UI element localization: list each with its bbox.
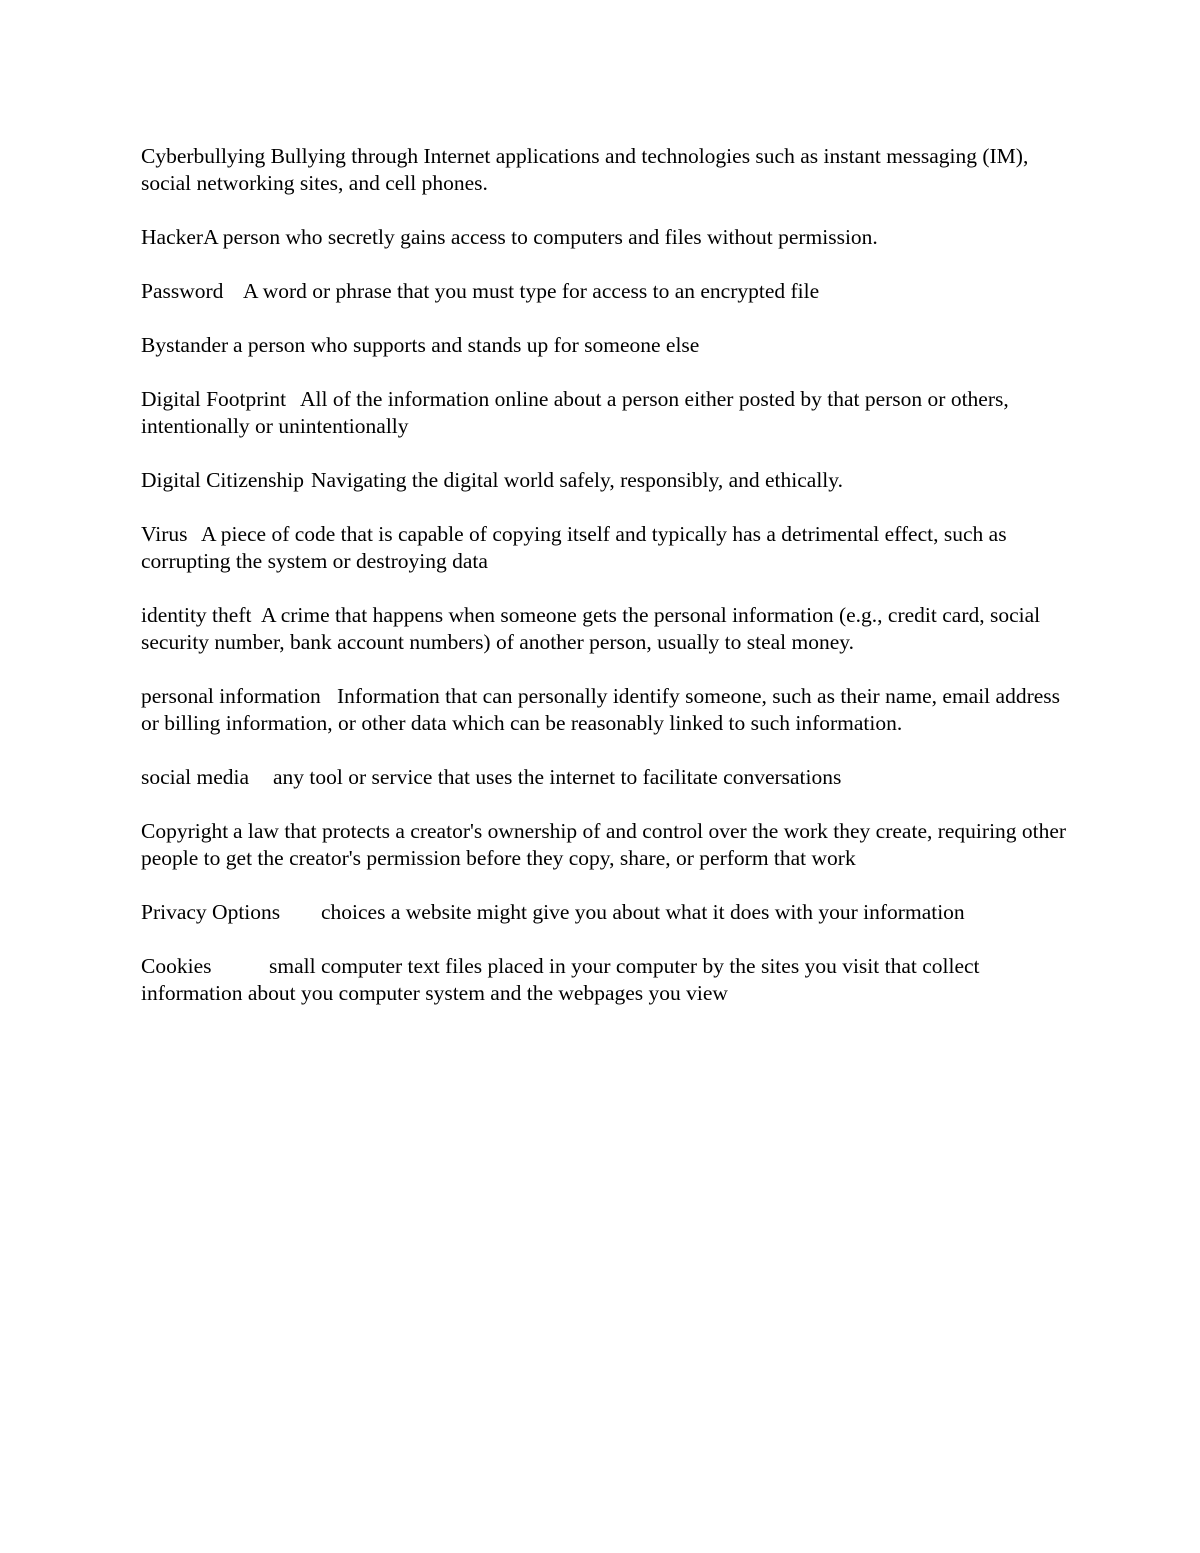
entry-definition: any tool or service that uses the internet to facilitate conversations bbox=[273, 765, 842, 789]
entry-term: Cookies bbox=[141, 954, 212, 978]
entry-term: identity theft bbox=[141, 603, 252, 627]
entry-digital-footprint bbox=[141, 386, 1071, 440]
entry-term: social media bbox=[141, 765, 250, 789]
entry-definition: Navigating the digital world safely, responsibly, and ethically. bbox=[311, 468, 843, 492]
entry-definition: choices a website might give you about what it does with your information bbox=[321, 900, 965, 924]
entry-term: Bystander bbox=[141, 333, 229, 357]
entry-definition: A person who secretly gains access to computers and files without permission. bbox=[203, 225, 878, 249]
entry-definition: Information that can personally identify someone, such as their name, email address or billing information, or other data which can be reasonably linked to such information. bbox=[141, 684, 1066, 735]
entry-term: Cyberbullying bbox=[141, 144, 266, 168]
entry-term: personal information bbox=[141, 684, 321, 708]
entry-term: Privacy Options bbox=[141, 900, 281, 924]
entry-bystander bbox=[141, 332, 1071, 359]
entry-term: Password bbox=[141, 279, 224, 303]
entry-definition: A word or phrase that you must type for access to an encrypted file bbox=[243, 279, 820, 303]
entry-term: Virus bbox=[141, 522, 188, 546]
entry-digital-citizenship bbox=[141, 467, 1071, 494]
entry-term: Hacker bbox=[141, 225, 204, 249]
glossary-content bbox=[141, 143, 1071, 1034]
entry-definition: small computer text files placed in your computer by the sites you visit that collect information about you computer system and the webpages you view bbox=[141, 954, 980, 1005]
entry-privacy-options bbox=[141, 899, 1071, 926]
entry-definition: Bullying through Internet applications and technologies such as instant messaging (IM), social networking sites, and cell phones. bbox=[141, 144, 1034, 195]
entry-definition: a law that protects a creator's ownership of and control over the work they create, requiring other people to get the creator's permission before they copy, share, or perform that work bbox=[141, 819, 1072, 870]
entry-term: Copyright bbox=[141, 819, 229, 843]
entry-social-media bbox=[141, 764, 1071, 791]
entry-virus bbox=[141, 521, 1071, 575]
entry-definition: A piece of code that is capable of copying itself and typically has a detrimental effect, such as corrupting the system or destroying data bbox=[141, 522, 1012, 573]
entry-hacker bbox=[141, 224, 1071, 251]
entry-password bbox=[141, 278, 1071, 305]
entry-term: Digital Footprint bbox=[141, 387, 287, 411]
entry-definition: All of the information online about a person either posted by that person or others, intentionally or unintentionally bbox=[141, 387, 1015, 438]
entry-definition: A crime that happens when someone gets the personal information (e.g., credit card, social security number, bank account numbers) of another person, usually to steal money. bbox=[141, 603, 1046, 654]
entry-personal-information bbox=[141, 683, 1071, 737]
entry-definition: a person who supports and stands up for someone else bbox=[233, 333, 700, 357]
entry-identity-theft bbox=[141, 602, 1071, 656]
entry-cookies bbox=[141, 953, 1071, 1007]
entry-cyberbullying bbox=[141, 143, 1071, 197]
entry-term: Digital Citizenship bbox=[141, 468, 305, 492]
entry-copyright bbox=[141, 818, 1071, 872]
